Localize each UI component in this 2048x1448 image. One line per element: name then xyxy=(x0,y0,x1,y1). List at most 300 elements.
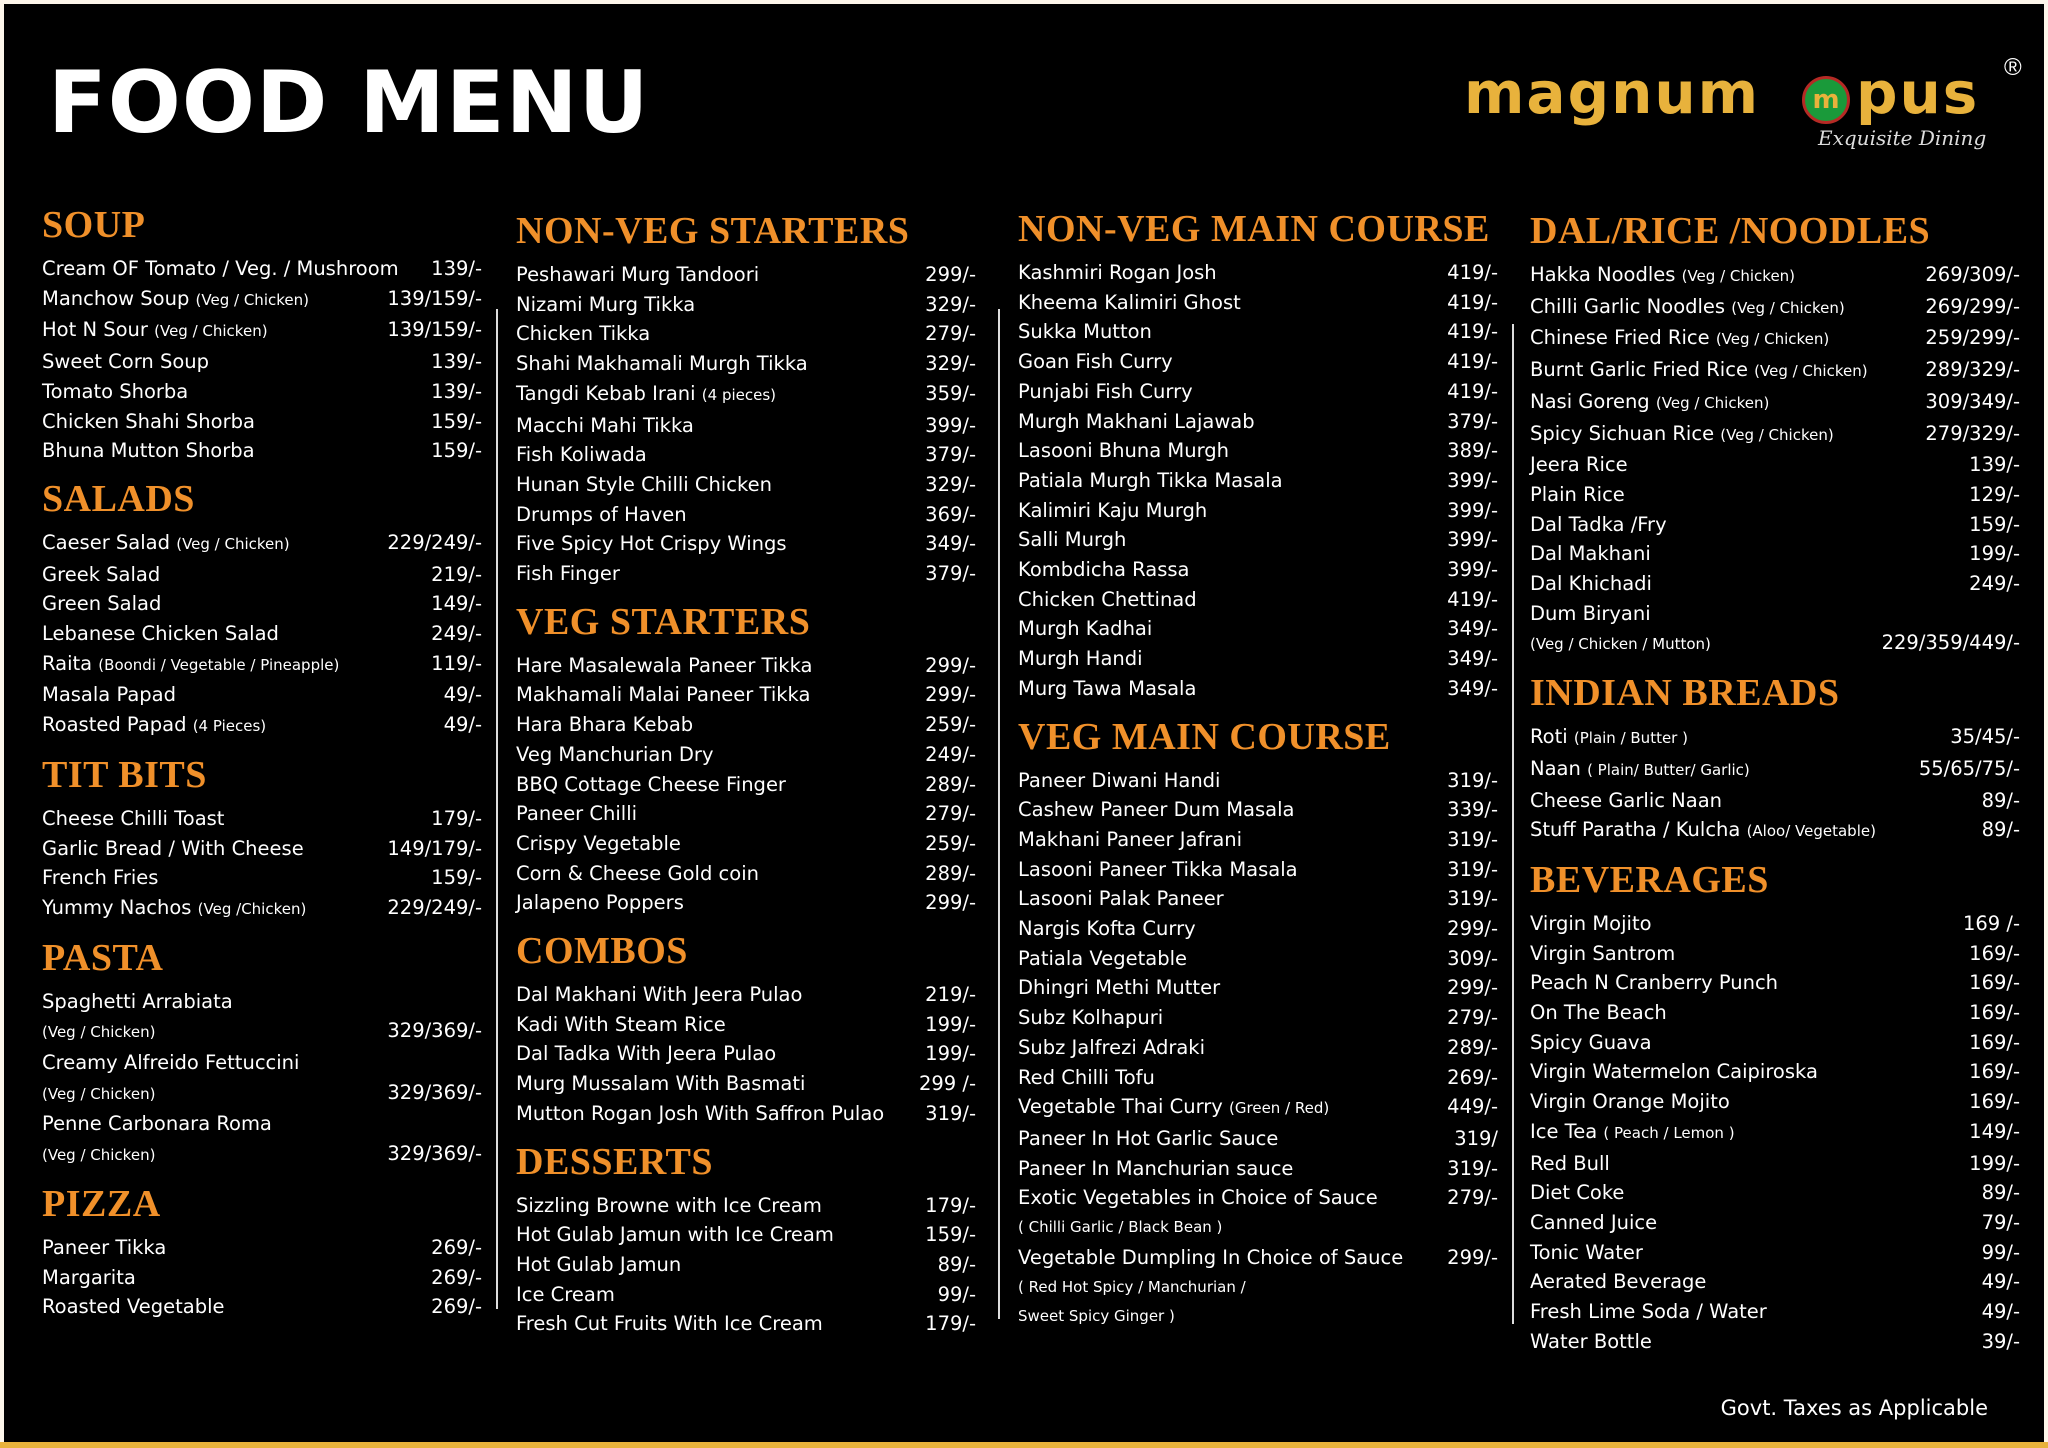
menu-item-price: 49/- xyxy=(443,713,482,737)
menu-item xyxy=(1018,674,1498,704)
menu-item-price: 259/- xyxy=(925,831,976,855)
menu-item xyxy=(1018,525,1498,555)
menu-item-name xyxy=(516,980,802,1010)
menu-item-name xyxy=(516,1069,805,1099)
menu-item-price: 299/- xyxy=(925,653,976,677)
menu-item-name xyxy=(42,528,290,560)
menu-item-name xyxy=(516,651,812,681)
menu-item-name xyxy=(1018,496,1207,526)
menu-item-name xyxy=(516,710,693,740)
menu-item xyxy=(516,260,976,290)
menu-item-price: 279/- xyxy=(1447,1186,1498,1210)
menu-item xyxy=(1018,884,1498,914)
menu-item-name xyxy=(516,1039,776,1069)
item-title: Exotic Vegetables in Choice of Sauce xyxy=(1018,1186,1378,1210)
menu-column-3 xyxy=(1018,206,1498,1342)
item-title: Spicy Guava xyxy=(1530,1030,1652,1054)
item-title: Paneer In Manchurian sauce xyxy=(1018,1156,1294,1180)
item-variant-note: Sweet Spicy Ginger ) xyxy=(1018,1307,1175,1326)
menu-item xyxy=(1018,766,1498,796)
column-divider xyxy=(496,309,498,1309)
item-title: Shahi Makhamali Murgh Tikka xyxy=(516,352,808,376)
item-title: Kadi With Steam Rice xyxy=(516,1012,726,1036)
item-title: Macchi Mahi Tikka xyxy=(516,413,694,437)
menu-item-price: 149/- xyxy=(431,592,482,616)
menu-item-price: 169/- xyxy=(1969,1060,2020,1084)
menu-item-name xyxy=(1018,317,1152,347)
menu-section-pizza xyxy=(42,1181,482,1322)
menu-item-name xyxy=(516,290,695,320)
section-heading: TIT BITS xyxy=(42,753,207,796)
item-title: Ice Tea xyxy=(1530,1119,1598,1143)
item-title: Masala Papad xyxy=(42,683,176,707)
menu-item-name xyxy=(516,1010,726,1040)
menu-item-price: 169/- xyxy=(1969,1001,2020,1025)
menu-item-name xyxy=(42,1109,272,1139)
menu-item-name xyxy=(1018,525,1126,555)
menu-item-name xyxy=(42,254,399,284)
menu-item xyxy=(1018,1003,1498,1033)
menu-item-price: 349/- xyxy=(1447,676,1498,700)
menu-item-name xyxy=(42,315,268,347)
item-variant-note: (Veg / Chicken / Mutton) xyxy=(1530,635,1711,654)
menu-item-name xyxy=(516,799,637,829)
menu-item xyxy=(1530,722,2020,754)
menu-item-price: 379/- xyxy=(925,562,976,586)
menu-item-price: 399/- xyxy=(1447,468,1498,492)
item-title: Roti xyxy=(1530,725,1568,749)
menu-item-name xyxy=(1018,614,1152,644)
item-title: Patiala Vegetable xyxy=(1018,946,1187,970)
section-heading: PASTA xyxy=(42,936,164,979)
menu-item xyxy=(1018,466,1498,496)
menu-item-name xyxy=(1018,644,1143,674)
menu-item-price: 169/- xyxy=(1969,1090,2020,1114)
menu-item xyxy=(1530,1087,2020,1117)
menu-item-name xyxy=(1530,260,1795,292)
menu-section-dal-rice-noodles xyxy=(1530,208,2020,660)
menu-item-name xyxy=(42,834,304,864)
item-title: Jalapeno Poppers xyxy=(516,891,684,915)
logo-word-magnum: magnum xyxy=(1464,59,1761,127)
menu-item xyxy=(1018,555,1498,585)
menu-column-2 xyxy=(516,208,976,1349)
menu-item-name xyxy=(1530,355,1868,387)
menu-item-name xyxy=(1018,973,1220,1003)
menu-item xyxy=(516,1191,976,1221)
menu-item xyxy=(1530,260,2020,292)
item-title: Hot Gulab Jamun xyxy=(516,1252,682,1276)
menu-item-name xyxy=(42,284,309,316)
menu-item-price: 269/- xyxy=(1447,1065,1498,1089)
menu-item-price: 419/- xyxy=(1447,379,1498,403)
menu-item xyxy=(1530,1149,2020,1179)
menu-item-name xyxy=(1530,1178,1624,1208)
menu-item-price: 89/- xyxy=(1981,788,2020,812)
menu-item-price: 419/- xyxy=(1447,261,1498,284)
menu-item-name xyxy=(516,411,694,441)
menu-item-price: 269/- xyxy=(431,1235,482,1259)
menu-item xyxy=(1018,1124,1498,1154)
menu-item xyxy=(516,1069,976,1099)
menu-item-variant-row xyxy=(42,1016,482,1048)
menu-item xyxy=(516,1250,976,1280)
menu-item-price: 219/- xyxy=(925,983,976,1007)
item-title: Nizami Murg Tikka xyxy=(516,292,696,316)
item-title: Water Bottle xyxy=(1530,1329,1652,1353)
menu-item xyxy=(42,987,482,1017)
menu-item-price: 319/- xyxy=(1447,768,1498,792)
menu-item xyxy=(516,1010,976,1040)
menu-item xyxy=(42,377,482,407)
item-title: Nasi Goreng xyxy=(1530,389,1650,413)
item-title: Cream OF Tomato / Veg. / Mushroom xyxy=(42,257,399,280)
item-title: Kalimiri Kaju Murgh xyxy=(1018,498,1208,522)
item-title: Hot N Sour xyxy=(42,318,148,342)
menu-item xyxy=(1530,1057,2020,1087)
page-title: FOOD MENU xyxy=(48,53,650,153)
menu-item-price: 339/- xyxy=(1447,798,1498,822)
menu-item-name xyxy=(1018,585,1197,615)
item-title: Red Chilli Tofu xyxy=(1018,1065,1155,1089)
menu-item-price: 289/329/- xyxy=(1925,358,2020,382)
menu-item xyxy=(1018,644,1498,674)
menu-item xyxy=(1018,585,1498,615)
menu-item-price: 329/- xyxy=(925,292,976,316)
item-title: Burnt Garlic Fried Rice xyxy=(1530,358,1748,382)
item-title: Tomato Shorba xyxy=(42,379,189,403)
menu-item-name xyxy=(1018,1154,1293,1184)
menu-item-price: 419/- xyxy=(1447,350,1498,374)
menu-item xyxy=(516,319,976,349)
menu-item-price: 329/369/- xyxy=(387,1019,482,1043)
menu-item xyxy=(516,770,976,800)
item-title: Spaghetti Arrabiata xyxy=(42,989,233,1013)
menu-item xyxy=(1018,407,1498,437)
item-title: Sukka Mutton xyxy=(1018,320,1152,344)
menu-item-name xyxy=(1530,754,1750,786)
item-title: Kheema Kalimiri Ghost xyxy=(1018,290,1241,314)
menu-item xyxy=(1530,419,2020,451)
menu-item-price: 99/- xyxy=(1981,1240,2020,1264)
item-title: Ice Cream xyxy=(516,1282,615,1306)
brand-logo xyxy=(1464,54,2024,170)
menu-item-price: 129/- xyxy=(1969,482,2020,506)
menu-item-variant-row xyxy=(1530,628,2020,660)
menu-item-price: 219/- xyxy=(431,562,482,586)
menu-item xyxy=(1530,1297,2020,1327)
menu-item xyxy=(42,834,482,864)
item-title: Kashmiri Rogan Josh xyxy=(1018,261,1217,284)
menu-item-price: 369/- xyxy=(925,502,976,526)
menu-item-name xyxy=(1018,884,1224,914)
menu-item-price: 399/- xyxy=(1447,558,1498,582)
menu-item-name xyxy=(1530,510,1667,540)
section-heading: SOUP xyxy=(42,204,146,246)
menu-item xyxy=(516,349,976,379)
menu-item-price: 319/- xyxy=(1447,857,1498,881)
menu-item xyxy=(1530,1028,2020,1058)
item-title: BBQ Cottage Cheese Finger xyxy=(516,772,786,796)
menu-item-name xyxy=(1530,1267,1706,1297)
menu-item xyxy=(1018,1063,1498,1093)
menu-item xyxy=(516,651,976,681)
menu-item-price: 269/- xyxy=(431,1265,482,1289)
menu-section-indian-breads xyxy=(1530,670,2020,847)
menu-column-1 xyxy=(42,202,482,1332)
menu-item-variant-row xyxy=(42,1078,482,1110)
section-heading: NON-VEG STARTERS xyxy=(516,210,910,252)
menu-item-name xyxy=(1018,1124,1278,1154)
menu-item-price: 399/- xyxy=(925,413,976,437)
menu-item-name xyxy=(516,888,684,918)
item-title: Subz Kolhapuri xyxy=(1018,1006,1164,1030)
menu-item-name xyxy=(1018,914,1196,944)
item-title: Cheese Chilli Toast xyxy=(42,806,225,830)
item-title: Chicken Tikka xyxy=(516,322,651,346)
menu-item xyxy=(516,680,976,710)
menu-item-name xyxy=(1018,825,1242,855)
item-title: Murgh Handi xyxy=(1018,647,1143,671)
menu-item-name xyxy=(42,589,161,619)
menu-item xyxy=(1530,292,2020,324)
menu-item-price: 259/299/- xyxy=(1925,326,2020,350)
item-title: Naan xyxy=(1530,756,1581,780)
item-title: Stuff Paratha / Kulcha xyxy=(1530,818,1741,842)
menu-item-price: 389/- xyxy=(1447,439,1498,463)
item-variant-note: (Veg / Chicken) xyxy=(1655,393,1770,412)
menu-item xyxy=(1530,1208,2020,1238)
menu-item-name xyxy=(42,619,279,649)
menu-item-name xyxy=(516,379,776,411)
item-title: Virgin Mojito xyxy=(1530,911,1652,935)
menu-item xyxy=(1530,539,2020,569)
item-title: Vegetable Dumpling In Choice of Sauce xyxy=(1018,1245,1404,1269)
menu-item-price: 349/- xyxy=(1447,647,1498,671)
menu-item xyxy=(1018,855,1498,885)
menu-item xyxy=(42,528,482,560)
item-title: Five Spicy Hot Crispy Wings xyxy=(516,532,787,556)
menu-item xyxy=(42,619,482,649)
menu-item-price: 319/- xyxy=(1447,1156,1498,1180)
menu-item-price: 319/- xyxy=(1447,887,1498,911)
menu-section-veg-starters xyxy=(516,599,976,918)
menu-item xyxy=(1530,1238,2020,1268)
menu-item-name xyxy=(1018,436,1229,466)
menu-item-price: 139/- xyxy=(431,350,482,374)
menu-item-name xyxy=(516,470,772,500)
menu-item-price: 299/- xyxy=(925,891,976,915)
item-title: Kombdicha Rassa xyxy=(1018,558,1190,582)
menu-item-price: 169/- xyxy=(1969,1030,2020,1054)
menu-item-price: 379/- xyxy=(1447,409,1498,433)
item-title: French Fries xyxy=(42,866,159,890)
item-title: Roasted Vegetable xyxy=(42,1295,225,1319)
item-variant-note: (Veg / Chicken) xyxy=(42,1084,156,1103)
item-variant-note: (Veg / Chicken) xyxy=(1754,362,1868,381)
menu-item xyxy=(1018,436,1498,466)
item-title: Makhani Paneer Jafrani xyxy=(1018,827,1243,851)
menu-item xyxy=(1530,599,2020,629)
menu-item-price: 229/249/- xyxy=(387,530,482,554)
menu-item-price: 229/249/- xyxy=(387,895,482,919)
menu-item xyxy=(1018,795,1498,825)
item-title: Punjabi Fish Curry xyxy=(1018,379,1193,403)
section-heading: PIZZA xyxy=(42,1182,161,1225)
menu-item-price: 299/- xyxy=(1447,917,1498,941)
menu-item xyxy=(516,290,976,320)
item-title: Dal Makhani xyxy=(1530,542,1651,566)
menu-item-name xyxy=(42,377,188,407)
menu-item-price: 39/- xyxy=(1981,1329,2020,1353)
menu-item-name xyxy=(42,987,233,1017)
menu-item xyxy=(1018,614,1498,644)
menu-item-price: 289/- xyxy=(1447,1035,1498,1059)
menu-item xyxy=(516,529,976,559)
menu-item-name xyxy=(1530,1057,1818,1087)
menu-item xyxy=(516,379,976,411)
registered-mark: ® xyxy=(2004,54,2022,81)
menu-item xyxy=(516,1280,976,1310)
item-title: Roasted Papad xyxy=(42,713,187,737)
menu-item xyxy=(42,863,482,893)
menu-item-price: 349/- xyxy=(925,532,976,556)
menu-item xyxy=(42,347,482,377)
item-title: Dal Makhani With Jeera Pulao xyxy=(516,983,803,1007)
item-title: Makhamali Malai Paneer Tikka xyxy=(516,683,811,707)
item-title: Lasooni Paneer Tikka Masala xyxy=(1018,857,1298,881)
menu-item-price: 159/- xyxy=(925,1223,976,1247)
menu-item-name xyxy=(1530,292,1845,324)
menu-item-price: 249/- xyxy=(431,622,482,646)
menu-item-price: 169 /- xyxy=(1962,911,2020,935)
item-title: Caeser Salad xyxy=(42,530,171,554)
menu-item-name xyxy=(42,1292,225,1322)
menu-item-price: 299/- xyxy=(925,263,976,286)
column-divider xyxy=(1512,324,1514,1324)
menu-item-name xyxy=(42,680,176,710)
menu-item xyxy=(42,710,482,742)
menu-item xyxy=(1530,1327,2020,1357)
menu-item xyxy=(1018,377,1498,407)
menu-item-name xyxy=(516,1191,822,1221)
item-title: Murgh Makhani Lajawab xyxy=(1018,409,1255,433)
menu-section-veg-main-course xyxy=(1018,714,1498,1332)
item-title: Virgin Watermelon Caipiroska xyxy=(1530,1060,1818,1084)
menu-item-name xyxy=(1530,939,1675,969)
menu-item-price: 289/- xyxy=(925,861,976,885)
item-variant-note: ( Peach / Lemon ) xyxy=(1603,1123,1735,1142)
item-title: Paneer In Hot Garlic Sauce xyxy=(1018,1126,1279,1150)
menu-item-name xyxy=(42,436,255,466)
menu-item-price: 289/- xyxy=(925,772,976,796)
menu-item-name xyxy=(42,560,160,590)
item-title: Dal Khichadi xyxy=(1530,572,1652,596)
menu-item-price: 299/- xyxy=(1447,1245,1498,1269)
item-title: Green Salad xyxy=(42,592,162,616)
menu-item xyxy=(1018,825,1498,855)
menu-item-name xyxy=(516,529,787,559)
menu-item-price: 159/- xyxy=(1969,512,2020,536)
item-title: Fresh Cut Fruits With Ice Cream xyxy=(516,1312,823,1336)
menu-item-name xyxy=(1530,387,1769,419)
menu-item-name xyxy=(1018,407,1255,437)
menu-item-name xyxy=(42,407,255,437)
menu-item-name xyxy=(516,740,714,770)
item-title: Chicken Shahi Shorba xyxy=(42,409,255,433)
menu-item xyxy=(516,1220,976,1250)
item-title: Paneer Diwani Handi xyxy=(1018,768,1221,792)
item-variant-note: (Veg / Chicken) xyxy=(1681,267,1796,285)
menu-item-price: 79/- xyxy=(1981,1210,2020,1234)
menu-item-name xyxy=(1530,599,1651,629)
menu-item xyxy=(516,710,976,740)
menu-item xyxy=(516,1099,976,1129)
menu-item-name xyxy=(1530,539,1651,569)
menu-item-price: 279/329/- xyxy=(1925,421,2020,445)
item-title: Drumps of Haven xyxy=(516,502,687,526)
section-heading: COMBOS xyxy=(516,930,688,973)
menu-item-name xyxy=(42,1263,136,1293)
item-title: Dhingri Methi Mutter xyxy=(1018,976,1221,1000)
menu-item-name xyxy=(516,500,687,530)
menu-item-name xyxy=(42,804,224,834)
menu-item-price: 49/- xyxy=(443,683,482,707)
menu-item xyxy=(1530,1178,2020,1208)
menu-item-name xyxy=(1530,1297,1767,1327)
menu-item xyxy=(42,1048,482,1078)
menu-item-price: 379/- xyxy=(925,443,976,467)
item-variant-note: (Veg / Chicken) xyxy=(154,322,268,341)
item-variant-note: (Veg / Chicken) xyxy=(1731,298,1845,317)
menu-item xyxy=(42,1233,482,1263)
item-title: Corn & Cheese Gold coin xyxy=(516,861,759,885)
item-title: Murg Mussalam With Basmati xyxy=(516,1072,806,1096)
menu-section-desserts xyxy=(516,1139,976,1340)
menu-item xyxy=(516,1309,976,1339)
menu-item xyxy=(1018,1092,1498,1124)
item-title: Chilli Garlic Noodles xyxy=(1530,294,1726,318)
item-title: Greek Salad xyxy=(42,562,161,586)
menu-item-price: 89/- xyxy=(1981,818,2020,842)
menu-item-name xyxy=(1018,674,1196,704)
menu-item xyxy=(42,1109,482,1139)
item-title: Hot Gulab Jamun with Ice Cream xyxy=(516,1223,834,1247)
item-title: Margarita xyxy=(42,1265,136,1289)
item-variant-note: (Plain / Butter ) xyxy=(1573,729,1688,748)
menu-item-price: 159/- xyxy=(431,866,482,890)
menu-item-price: 199/- xyxy=(1969,1151,2020,1175)
menu-item-name xyxy=(1530,419,1834,451)
menu-item xyxy=(42,436,482,466)
menu-item-price: 55/65/75/- xyxy=(1918,756,2020,780)
menu-item-name xyxy=(1018,1063,1155,1093)
menu-item-name xyxy=(516,349,808,379)
menu-item xyxy=(42,1292,482,1322)
item-variant-note: ( Plain/ Butter/ Garlic) xyxy=(1587,760,1750,779)
menu-item xyxy=(1018,317,1498,347)
menu-item xyxy=(516,559,976,589)
menu-item-name xyxy=(1530,323,1829,355)
menu-item-price: 279/- xyxy=(925,802,976,826)
menu-item-price: 49/- xyxy=(1981,1300,2020,1324)
section-heading: BEVERAGES xyxy=(1530,858,1769,901)
menu-item-price: 199/- xyxy=(1969,542,2020,566)
item-title: Hunan Style Chilli Chicken xyxy=(516,472,772,496)
menu-item xyxy=(516,411,976,441)
menu-item xyxy=(42,649,482,681)
section-heading: VEG MAIN COURSE xyxy=(1018,715,1391,758)
